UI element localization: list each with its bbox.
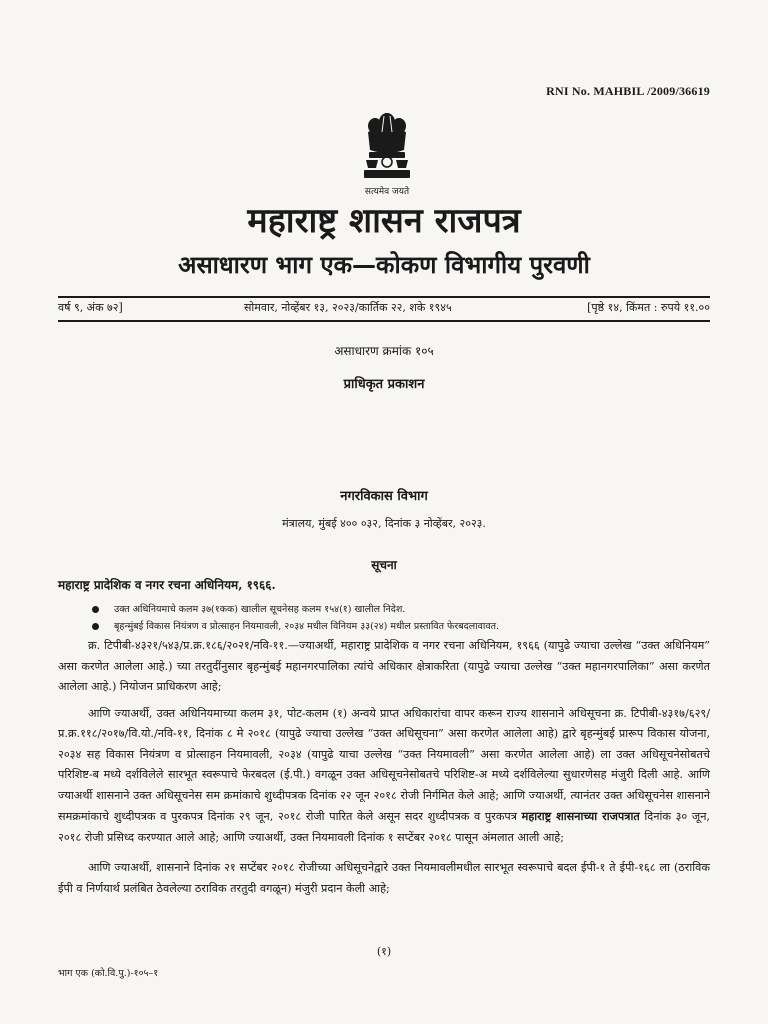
department-name: नगरविकास विभाग bbox=[340, 489, 428, 504]
gazette-name-bold: महाराष्ट्र शासनाच्या राजपत्रात bbox=[521, 809, 640, 823]
issue-price: [पृष्ठे १४, किंमत : रुपये ११.०० bbox=[587, 301, 710, 314]
ashoka-emblem-icon bbox=[358, 110, 416, 182]
paragraph-2: आणि ज्याअर्थी, उक्त अधिनियमाच्या कलम ३१, पोट-कलम (१) अन्वये प्राप्त अधिकारांचा वापर करून राज्य शासनाने अधिसूचना क्र. टिपीबी-४३१७/६२९/प्र.क्र.११८/२०१७/वि.यो./नवि-११, दिनांक ८ मे २०१८ (यापुढे ज्याचा उल्लेख “उक्त अधिसूचना” असा करणेत आलेला आहे) द्वारे बृहन्मुंबई प्रारूप विकास योजना, २०३४ सह विकास नियंत्रण व प्रोत्साहन नियमावली, २०३४ (यापुढे याचा उल्लेख “उक्त नियमावली” असा करणेत आलेला आहे) ला उक्त अधिसूचनेसोबतचे परिशिष्ट-ब मध्ये दर्शविलेले सारभूत स्वरूपाचे फेरबदल (ई.पी.) वगळून उक्त अधिसूचनेसोबतचे परिशिष्ट-अ मध्ये दर्शविलेल्या सुधारणेसह मंजुरी दिली आहे. आणि ज्याअर्थी शासनाने उक्त अधिसूचनेस सम क्रमांकाचे शुध्दीपत्रक दिनांक २२ जून २०१८ रोजी निर्गमित केले आहे; आणि ज्याअर्थी, त्यानंतर उक्त अधिसूचनेस शासनाने समक्रमांकाचे शुध्दीपत्रक व पुरकपत्र दिनांक २९ जून, २०१८ रोजी पारित केले असून सदर शुध्दीपत्रक व पुरकपत्र महाराष्ट्र शासनाच्या राजपत्रात दिनांक ३० जून, २०१८ रोजी प्रसिध्द करण्यात आले आहे; आणि ज्याअर्थी, उक्त नियमावली दिनांक १ सप्टेंबर २०१८ पासून अंमलात आली आहे; bbox=[58, 706, 710, 844]
rni-number: RNI No. MAHBIL /2009/36619 bbox=[546, 84, 710, 98]
issue-info bbox=[58, 300, 710, 318]
list-item: बृहन्मुंबई विकास नियंत्रण व प्रोत्साहन नियमावली, २०३४ मधील विनियम ३३(२४) मधील प्रस्तावित फेरबदलावावत. bbox=[92, 618, 712, 635]
extraordinary-number: असाधारण क्रमांक १०५ bbox=[334, 344, 434, 358]
issue-volume: वर्ष ९, अंक ७२] bbox=[58, 301, 123, 314]
act-title: महाराष्ट्र प्रादेशिक व नगर रचना अधिनियम, १९६६. bbox=[58, 578, 276, 592]
national-motto: सत्यमेव जयते bbox=[364, 187, 410, 197]
notice-body bbox=[58, 636, 710, 909]
gazette-subtitle: असाधारण भाग एक—कोकण विभागीय पुरवणी bbox=[178, 251, 590, 279]
paragraph-1: क्र. टिपीबी-४३२१/५४३/प्र.क्र.१८६/२०२१/नवि-११.—ज्याअर्थी, महाराष्ट्र प्रादेशिक व नगर रचना अधिनियम, १९६६ (यापुढे ज्याचा उल्लेख “उक्त अधिनियम” असा करणेत आलेला आहे.) च्या तरतुदींनुसार बृहन्मुंबई महानगरपालिका त्यांचे अधिकार क्षेत्राकरिता (यापुढे ज्याचा उल्लेख “उक्त महानगरपालिका” असा करणेत आलेला आहे.) नियोजन प्राधिकरण आहे; bbox=[58, 639, 710, 693]
list-item: उक्त अधिनियमाचे कलम ३७(१कक) खालील सूचनेसह कलम १५४(१) खालील निदेश. bbox=[92, 601, 712, 618]
place-date: मंत्रालय, मुंबई ४०० ०३२, दिनांक ३ नोव्हेंबर, २०२३. bbox=[282, 517, 486, 530]
issue-date: सोमवार, नोव्हेंबर १३, २०२३/कार्तिक २२, शके १९४५ bbox=[244, 301, 452, 314]
page-number: (१) bbox=[376, 945, 392, 958]
gazette-title: महाराष्ट्र शासन राजपत्र bbox=[247, 201, 521, 241]
footer-code: भाग एक (को.वि.पु.)-१०५–१ bbox=[58, 968, 159, 979]
issue-bottom-rule bbox=[58, 320, 710, 322]
authoritative-publication: प्राधिकृत प्रकाशन bbox=[343, 377, 425, 392]
bullet-list bbox=[92, 601, 712, 635]
paragraph-3: आणि ज्याअर्थी, शासनाने दिनांक २१ सप्टेंबर २०१८ रोजीच्या अधिसूचनेद्वारे उक्त नियमावलीमधील सारभूत स्वरूपाचे बदल ईपी-१ ते ईपी-१६८ ला (ठराविक ईपी व निर्णयार्थ प्रलंबित ठेवलेल्या ठराविक तरतुदी वगळून) मंजुरी प्रदान केली आहे; bbox=[58, 861, 710, 895]
notice-heading: सूचना bbox=[371, 558, 397, 572]
issue-top-rule bbox=[58, 296, 710, 298]
bullet-icon bbox=[92, 606, 99, 613]
bullet-icon bbox=[92, 623, 99, 630]
